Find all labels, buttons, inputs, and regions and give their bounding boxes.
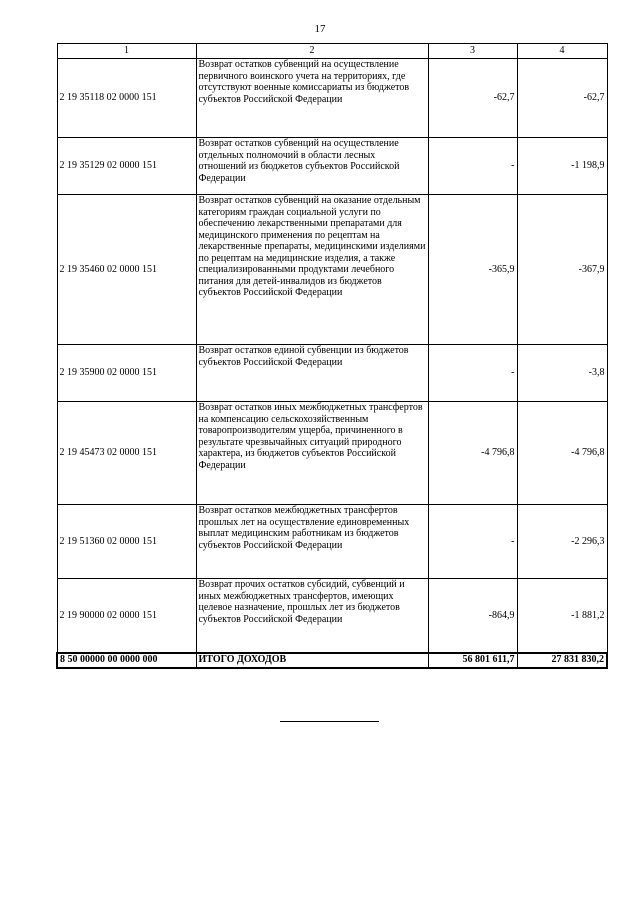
amount-col4: -367,9 [517,195,607,345]
amount-col3: - [428,505,517,579]
amount-col4: -1 881,2 [517,579,607,653]
column-header-4: 4 [517,44,607,59]
total-code: 8 50 00000 00 0000 000 [57,653,196,668]
revenue-table [56,43,608,669]
column-header-2: 2 [196,44,428,59]
revenue-description: Возврат остатков субвенций на осуществление отдельных полномочий в области лесных отношений из бюджетов субъектов Российской Федерации [196,138,428,195]
total-label: ИТОГО ДОХОДОВ [196,653,428,668]
budget-code: 2 19 90000 02 0000 151 [57,579,196,653]
page-number: 17 [314,23,326,35]
table-row [57,505,607,579]
budget-code: 2 19 35460 02 0000 151 [57,195,196,345]
budget-code: 2 19 35129 02 0000 151 [57,138,196,195]
amount-col3: - [428,345,517,402]
table-row [57,138,607,195]
column-header-1: 1 [57,44,196,59]
amount-col3: -4 796,8 [428,402,517,505]
table-row [57,402,607,505]
table-row [57,59,607,138]
revenue-description: Возврат остатков межбюджетных трансфертов прошлых лет на осуществление единовременных выплат медицинским работникам из бюджетов субъектов Российской Федерации [196,505,428,579]
table-row [57,195,607,345]
table-header-row [57,44,607,59]
revenue-description: Возврат остатков иных межбюджетных трансфертов на компенсацию сельскохозяйственным товаропроизводителям ущерба, причиненного в результате чрезвычайных ситуаций природного характера, из бюджетов субъектов Российской Федерации [196,402,428,505]
table-row [57,345,607,402]
table-row [57,579,607,653]
budget-code: 2 19 35900 02 0000 151 [57,345,196,402]
amount-col4: -3,8 [517,345,607,402]
amount-col4: -4 796,8 [517,402,607,505]
total-row [57,653,607,668]
revenue-description: Возврат остатков субвенций на оказание отдельным категориям граждан социальной услуги по обеспечению лекарственными препаратами для медицинского применения по рецептам на лекарственные препараты, медицинскими изделиями по рецептам на медицинские изделия, а также специализированными продуктами лечебного питания для детей-инвалидов из бюджетов субъектов Российской Федерации [196,195,428,345]
amount-col3: - [428,138,517,195]
footer-divider [280,721,379,722]
revenue-description: Возврат остатков субвенций на осуществление первичного воинского учета на территориях, где отсутствуют военные комиссариаты из бюджетов субъектов Российской Федерации [196,59,428,138]
amount-col3: -62,7 [428,59,517,138]
amount-col4: -1 198,9 [517,138,607,195]
amount-col4: -62,7 [517,59,607,138]
amount-col3: -365,9 [428,195,517,345]
column-header-3: 3 [428,44,517,59]
amount-col4: -2 296,3 [517,505,607,579]
revenue-description: Возврат остатков единой субвенции из бюджетов субъектов Российской Федерации [196,345,428,402]
budget-code: 2 19 35118 02 0000 151 [57,59,196,138]
budget-code: 2 19 51360 02 0000 151 [57,505,196,579]
total-col3: 56 801 611,7 [428,653,517,668]
amount-col3: -864,9 [428,579,517,653]
revenue-description: Возврат прочих остатков субсидий, субвенций и иных межбюджетных трансфертов, имеющих целевое назначение, прошлых лет из бюджетов субъектов Российской Федерации [196,579,428,653]
total-col4: 27 831 830,2 [517,653,607,668]
budget-code: 2 19 45473 02 0000 151 [57,402,196,505]
